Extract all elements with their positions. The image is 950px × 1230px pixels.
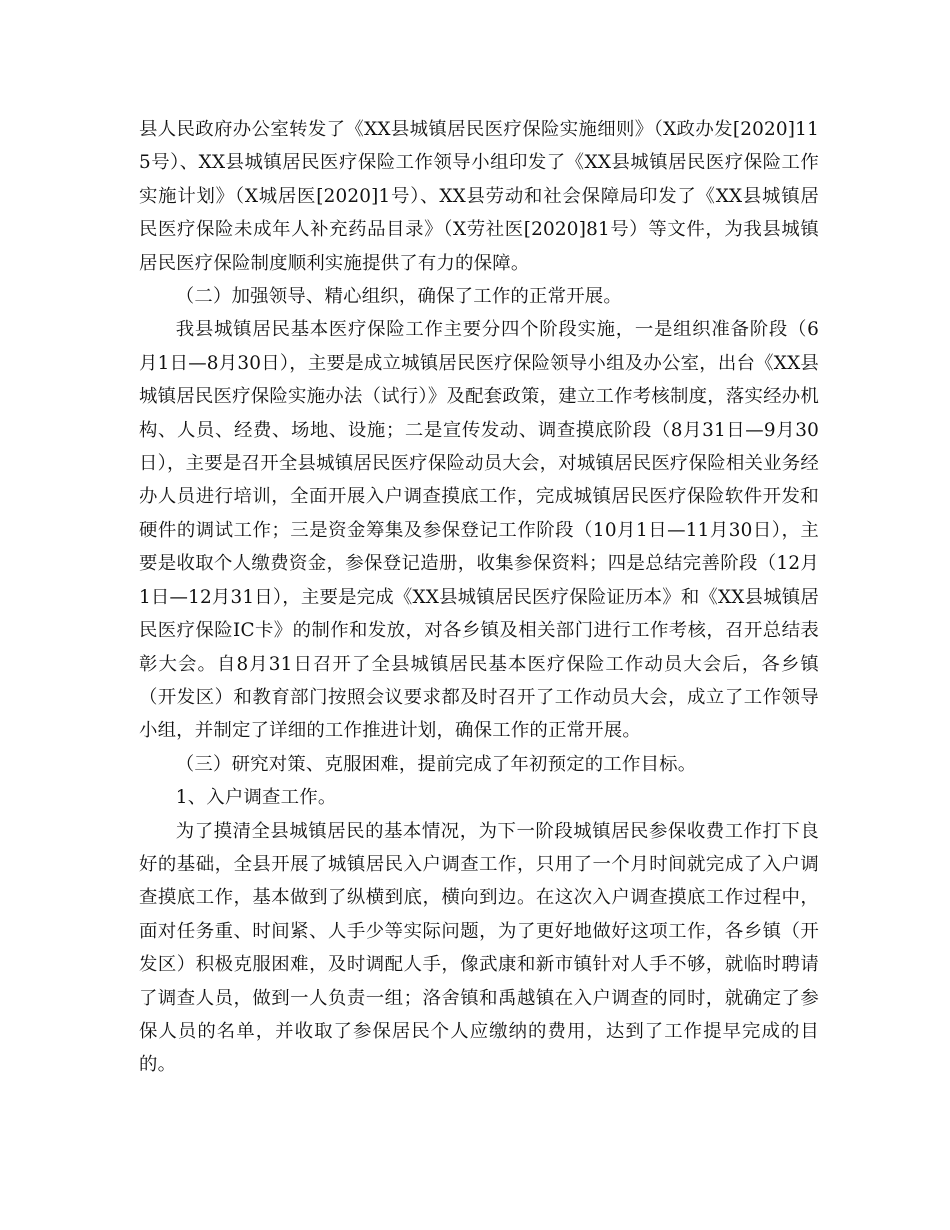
section-heading-2: （二）加强领导、精心组织，确保了工作的正常开展。 [175, 286, 622, 308]
section-heading-3: （三）研究对策、克服困难，提前完成了年初预定的工作目标。 [175, 753, 697, 775]
paragraph-household-survey: 为了摸清全县城镇居民的基本情况，为下一阶段城镇居民参保收费工作打下良好的基础，全县开展了城镇居民入户调查工作，只用了一个月时间就完成了入户调查摸底工作，基本做到了纵横到底，横向到边。在这次入户调查摸底工作过程中，面对任务重、时间紧、人手少等实际问题，为了更好地做好这项工作，各乡镇（开发区）积极克服困难，及时调配人手，像武康和新市镇针对人手不够，就临时聘请了调查人员，做到一人负责一组；洛舍镇和禹越镇在入户调查的同时，就确定了参保人员的名单，并收取了参保居民个人应缴纳的费用，达到了工作提早完成的目的。 [139, 820, 819, 1076]
paragraph-continuation: 县人民政府办公室转发了《XX县城镇居民医疗保险实施细则》（X政办发[2020]115号）、XX县城镇居民医疗保险工作领导小组印发了《XX县城镇居民医疗保险工作实施计划》（X城居医[2020]1号）、XX县劳动和社会保障局印发了《XX县城镇居民医疗保险未成年人补充药品目录》（X劳社医[2020]81号）等文件，为我县城镇居民医疗保险制度顺利实施提供了有力的保障。 [139, 119, 819, 274]
document-body [139, 113, 819, 1082]
paragraph-stages: 我县城镇居民基本医疗保险工作主要分四个阶段实施，一是组织准备阶段（6月1日—8月30日），主要是成立城镇居民医疗保险领导小组及办公室，出台《XX县城镇居民医疗保险实施办法（试行）》及配套政策，建立工作考核制度，落实经办机构、人员、经费、场地、设施；二是宣传发动、调查摸底阶段（8月31日—9月30日），主要是召开全县城镇居民医疗保险动员大会，对城镇居民医疗保险相关业务经办人员进行培训，全面开展入户调查摸底工作，完成城镇居民医疗保险软件开发和硬件的调试工作；三是资金筹集及参保登记工作阶段（10月1日—11月30日），主要是收取个人缴费资金，参保登记造册，收集参保资料；四是总结完善阶段（12月1日—12月31日），主要是完成《XX县城镇居民医疗保险证历本》和《XX县城镇居民医疗保险IC卡》的制作和发放，对各乡镇及相关部门进行工作考核，召开总结表彰大会。自8月31日召开了全县城镇居民基本医疗保险工作动员大会后，各乡镇（开发区）和教育部门按照会议要求都及时召开了工作动员大会，成立了工作领导小组，并制定了详细的工作推进计划，确保工作的正常开展。 [139, 319, 819, 742]
subheading-household-survey: 1、入户调查工作。 [175, 787, 337, 809]
